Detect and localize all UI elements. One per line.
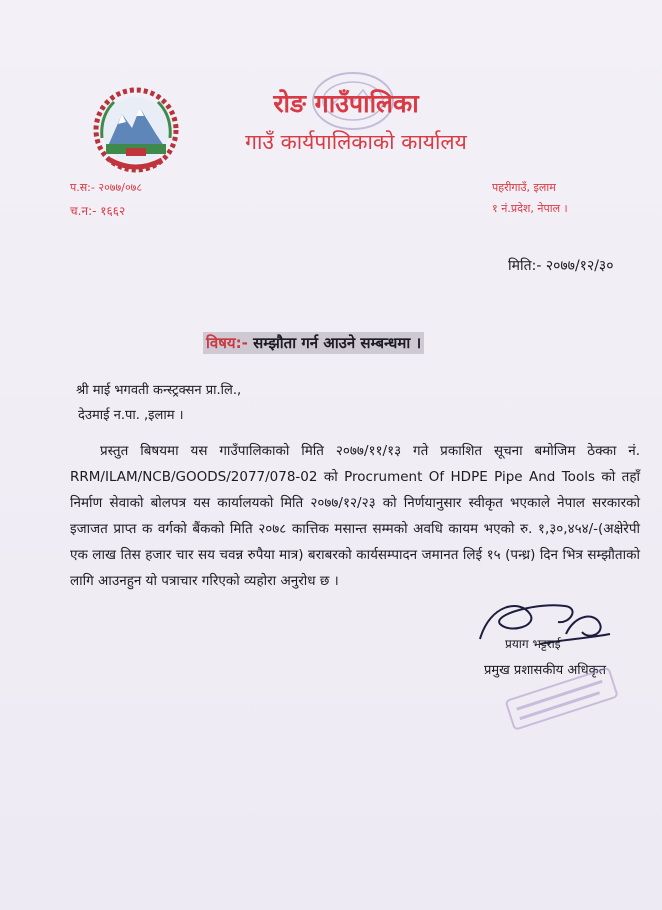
subject-text: सम्झौता गर्न आउने सम्बन्धमा । (253, 334, 422, 352)
official-seal-stamp (500, 668, 622, 732)
office-subtitle: गाउँ कार्यपालिकाको कार्यालय (245, 130, 467, 154)
signatory-name: प्रयाग भट्टराई (505, 637, 561, 651)
letter-date: मिति:- २०७७/१२/३० (508, 258, 614, 274)
subject-label: विषय:- (206, 334, 248, 352)
letter-body-text: प्रस्तुत बिषयमा यस गाउँपालिकाको मिति २०७७/११/१३ गते प्रकाशित सूचना बमोजिम ठेक्का नं. RRM/ILAM/NCB/GOODS/2077/078-02 को Procrument Of HDPE Pipe And Tools को तहाँ निर्माण सेवाको बोलपत्र यस कार्यालयको मिति २०७७/१२/२३ को निर्णयानुसार स्वीकृत भएकाले नेपाल सरकारको इजाजत प्राप्त क वर्गको बैंकको मिति २०७८ कात्तिक मसान्त सम्मको अवधि कायम भएको रु. १,३०,४५४/-(अक्षेरेपी एक लाख तिस हजार चार सय चवन्न रुपैया मात्र) बराबरको कार्यसम्पादन जमानत लिई १५ (पन्ध्र) दिन भित्र सम्झौताको लागि आउनहुन यो पत्राचार गरिएको व्यहोरा अनुरोध छ । (70, 443, 640, 589)
recipient-address: देउमाई न.पा. ,इलाम । (78, 408, 184, 423)
office-title: रोङ गाउँपालिका (273, 89, 419, 118)
reference-number: प.स:- २०७७/०७८ (70, 181, 143, 194)
office-address-line1: पहरीगाउँ, इलाम (492, 181, 556, 194)
letter-body (70, 438, 640, 594)
office-address-line2: १ नं.प्रदेश, नेपाल । (492, 202, 568, 215)
signatory-title: प्रमुख प्रशासकीय अधिकृत (484, 663, 607, 678)
recipient-name: श्री माई भगवती कन्स्ट्रक्सन प्रा.लि., (76, 383, 242, 398)
subject-line (203, 332, 424, 354)
dispatch-number: च.न:- १६६२ (70, 204, 126, 218)
